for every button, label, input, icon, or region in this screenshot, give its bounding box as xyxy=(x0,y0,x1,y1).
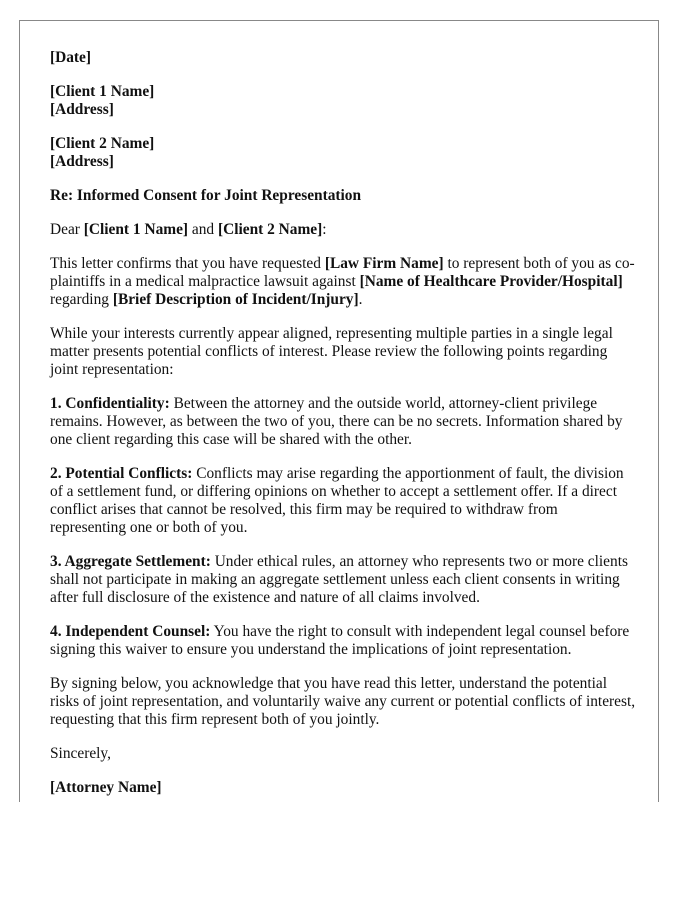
client-2-address: [Address] xyxy=(50,153,114,170)
client-1-block xyxy=(50,83,636,119)
client-1-address: [Address] xyxy=(50,101,114,118)
attorney-name: [Attorney Name] xyxy=(50,779,162,796)
overview-paragraph: While your interests currently appear aligned, representing multiple parties in a single legal matter presents potential conflicts of interest. Please review the following points regarding joint representation: xyxy=(50,325,613,378)
salutation: Dear [Client 1 Name] and [Client 2 Name]: xyxy=(50,221,327,238)
client-1-name: [Client 1 Name] xyxy=(50,83,155,100)
sign-off: Sincerely, xyxy=(50,745,111,762)
point-aggregate-settlement: 3. Aggregate Settlement: Under ethical rules, an attorney who represents two or more clients shall not participate in making an aggregate settlement unless each client consents in writing after full disclosure of the existence and nature of all claims involved. xyxy=(50,553,628,606)
intro-paragraph: This letter confirms that you have requested [Law Firm Name] to represent both of you as co-plaintiffs in a medical malpractice lawsuit against [Name of Healthcare Provider/Hospital] regarding [Brief Description of Incident/Injury]. xyxy=(50,255,635,308)
closing-paragraph: By signing below, you acknowledge that you have read this letter, understand the potential risks of joint representation, and voluntarily waive any current or potential conflicts of interest, requesting that this firm represent both of you jointly. xyxy=(50,675,636,728)
point-confidentiality: 1. Confidentiality: Between the attorney and the outside world, attorney-client privilege remains. However, as between the two of you, there can be no secrets. Information shared by one client regarding this case will be shared with the other. xyxy=(50,395,623,448)
client-2-name: [Client 2 Name] xyxy=(50,135,155,152)
point-independent-counsel: 4. Independent Counsel: You have the right to consult with independent legal counsel before signing this waiver to ensure you understand the implications of joint representation. xyxy=(50,623,630,658)
letter-body xyxy=(50,49,636,802)
letter-date: [Date] xyxy=(50,49,92,66)
subject-line: Re: Informed Consent for Joint Representation xyxy=(50,187,362,204)
client-2-block xyxy=(50,135,636,171)
letter-page xyxy=(19,20,659,802)
point-potential-conflicts: 2. Potential Conflicts: Conflicts may arise regarding the apportionment of fault, the division of a settlement fund, or differing opinions on whether to accept a settlement offer. If a direct conflict arises that cannot be resolved, this firm may be required to withdraw from representing one or both of you. xyxy=(50,465,624,536)
